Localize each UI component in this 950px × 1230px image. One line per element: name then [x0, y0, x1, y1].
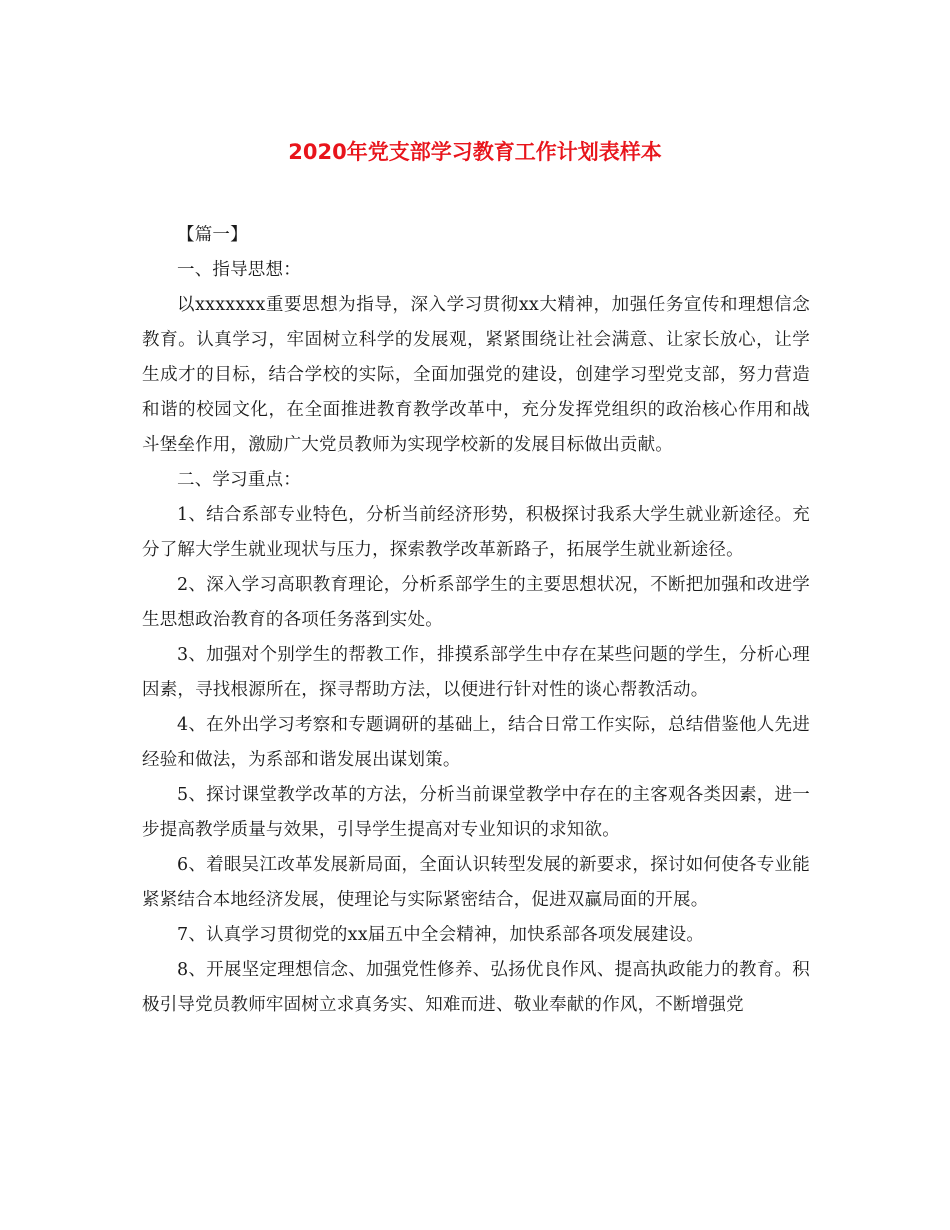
list-item: 7、认真学习贯彻党的xx届五中全会精神，加快系部各项发展建设。 [177, 925, 705, 945]
heading-study-focus: 二、学习重点： [177, 470, 301, 490]
section-label: 【篇一】 [177, 225, 248, 245]
heading-guiding-thought: 一、指导思想： [177, 260, 301, 280]
list-item: 4、在外出学习考察和专题调研的基础上，结合日常工作实际，总结借鉴他人先进经验和做法，为系部和谐发展出谋划策。 [142, 715, 810, 770]
list-item: 5、探讨课堂教学改革的方法，分析当前课堂教学中存在的主客观各类因素，进一步提高教学质量与效果，引导学生提高对专业知识的求知欲。 [142, 785, 810, 840]
list-item: 8、开展坚定理想信念、加强党性修养、弘扬优良作风、提高执政能力的教育。积极引导党员教师牢固树立求真务实、知难而进、敬业奉献的作风，不断增强党 [142, 960, 810, 1015]
list-item: 1、结合系部专业特色，分析当前经济形势，积极探讨我系大学生就业新途径。充分了解大学生就业现状与压力，探索教学改革新路子，拓展学生就业新途径。 [142, 505, 810, 560]
document-body [142, 218, 810, 1023]
list-item: 3、加强对个别学生的帮教工作，排摸系部学生中存在某些问题的学生，分析心理因素，寻找根源所在，探寻帮助方法，以便进行针对性的谈心帮教活动。 [142, 645, 810, 700]
paragraph-guiding-thought: 以xxxxxxx重要思想为指导，深入学习贯彻xx大精神，加强任务宣传和理想信念教育。认真学习，牢固树立科学的发展观，紧紧围绕让社会满意、让家长放心，让学生成才的目标，结合学校的实际，全面加强党的建设，创建学习型党支部，努力营造和谐的校园文化，在全面推进教育教学改革中，充分发挥党组织的政治核心作用和战斗堡垒作用，激励广大党员教师为实现学校新的发展目标做出贡献。 [142, 295, 810, 455]
list-item: 6、着眼吴江改革发展新局面，全面认识转型发展的新要求，探讨如何使各专业能紧紧结合本地经济发展，使理论与实际紧密结合，促进双赢局面的开展。 [142, 855, 810, 910]
list-item: 2、深入学习高职教育理论，分析系部学生的主要思想状况，不断把加强和改进学生思想政治教育的各项任务落到实处。 [142, 575, 810, 630]
document-title: 2020年党支部学习教育工作计划表样本 [288, 140, 662, 164]
